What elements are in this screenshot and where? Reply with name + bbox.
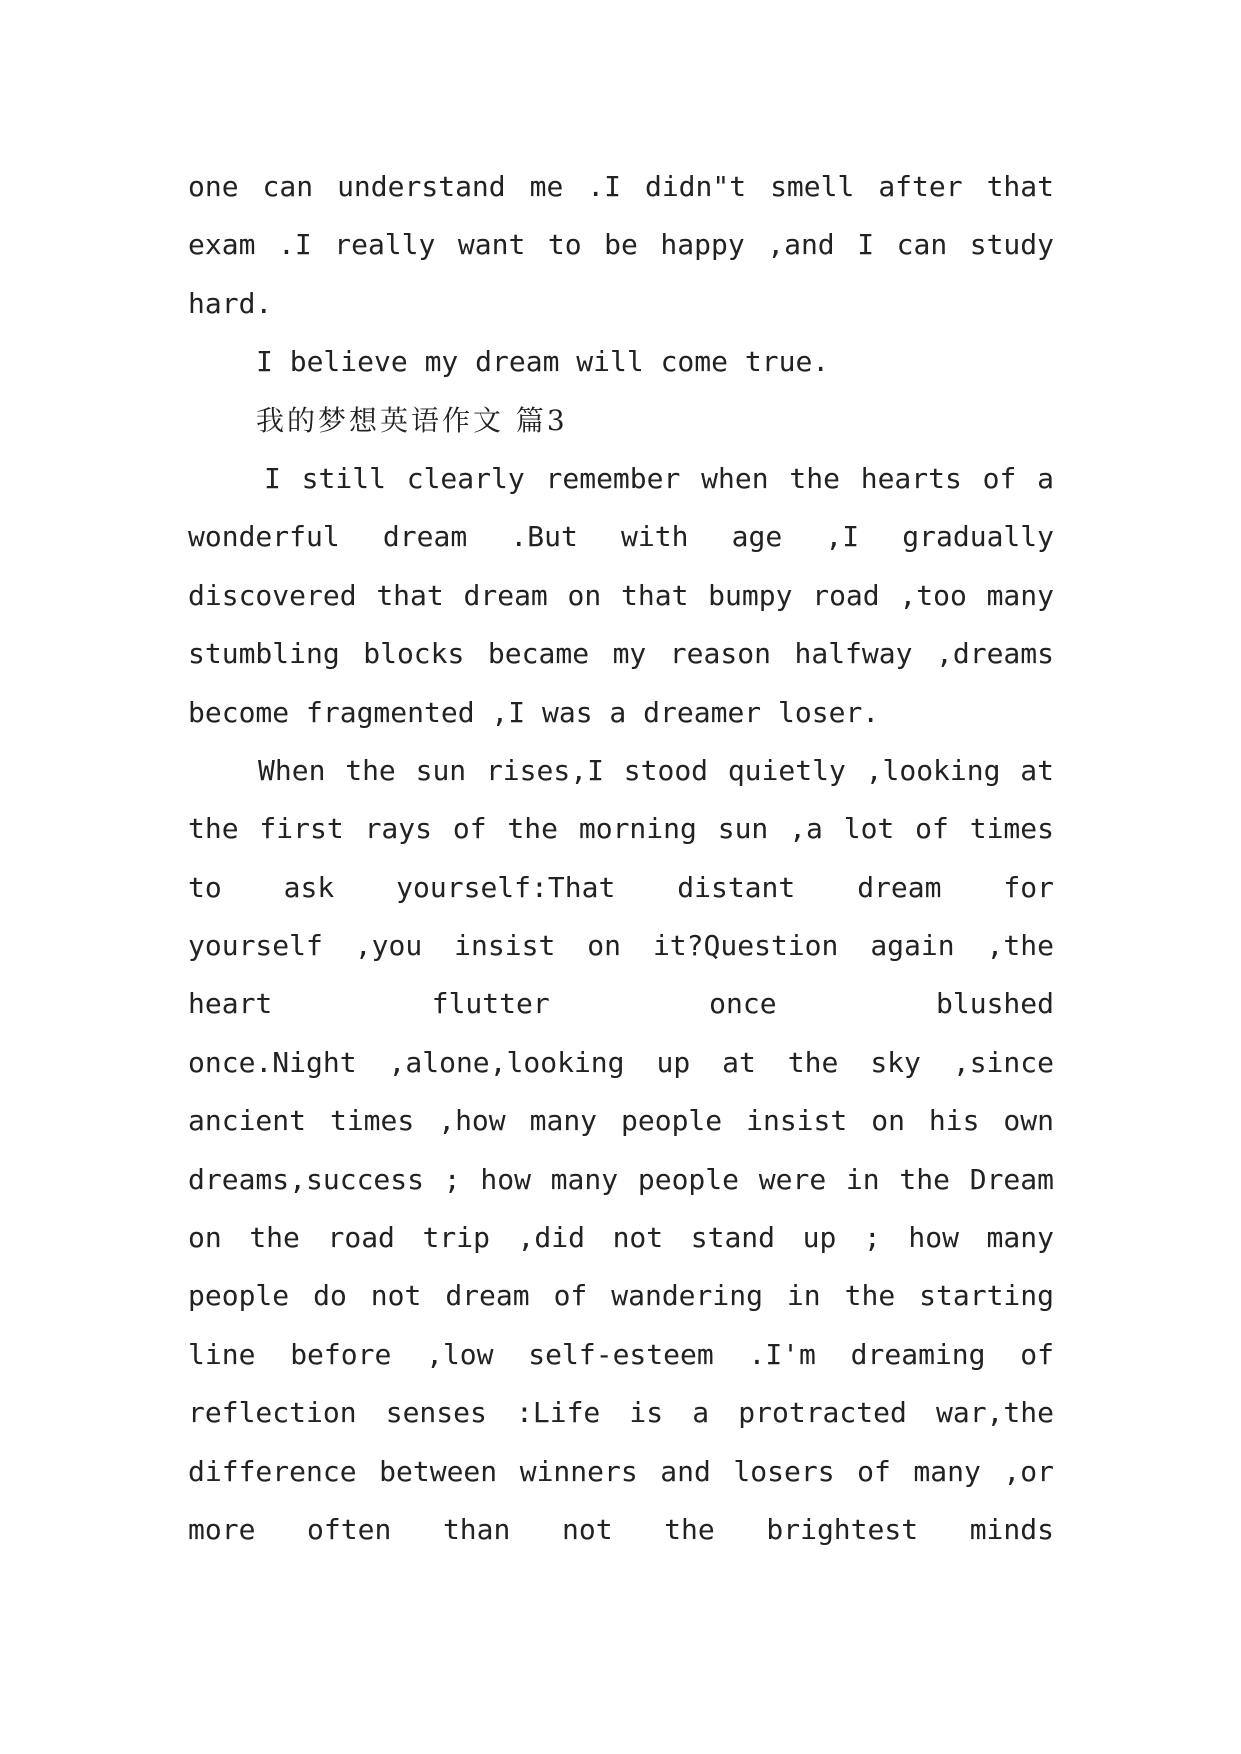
- text-line: people do not dream of wandering in the starting: [188, 1279, 1054, 1313]
- text-line: line before ,low self-esteem .I'm dreaming of: [188, 1337, 1054, 1371]
- text-line: When the sun rises,I stood quietly ,looking at: [258, 753, 1054, 787]
- text-line: once.Night ,alone,looking up at the sky ,since: [188, 1045, 1054, 1079]
- text-line: I believe my dream will come true.: [256, 345, 830, 379]
- text-line: ancient times ,how many people insist on his own: [188, 1104, 1054, 1138]
- text-line: discovered that dream on that bumpy road ,too many: [188, 578, 1054, 612]
- text-line: I still clearly remember when the hearts of a: [264, 461, 1054, 495]
- text-line: difference between winners and losers of many ,or: [188, 1454, 1054, 1488]
- text-line: dreams,success ; how many people were in the Dream: [188, 1162, 1054, 1196]
- text-line: reflection senses :Life is a protracted war,the: [188, 1396, 1054, 1430]
- text-line: yourself ,you insist on it?Question again ,the: [188, 929, 1054, 963]
- document-page: [188, 158, 1054, 1559]
- section-heading: 我的梦想英语作文 篇3: [256, 403, 568, 437]
- text-line: to ask yourself:That distant dream for: [188, 870, 1054, 904]
- text-line: wonderful dream .But with age ,I gradually: [188, 520, 1054, 554]
- text-line: become fragmented ,I was a dreamer loser.: [188, 695, 880, 729]
- text-line: heart flutter once blushed: [188, 987, 1054, 1021]
- text-line: more often than not the brightest minds: [188, 1512, 1054, 1546]
- text-line: hard.: [188, 286, 273, 320]
- text-line: exam .I really want to be happy ,and I can study: [188, 228, 1054, 262]
- text-line: the first rays of the morning sun ,a lot of times: [188, 812, 1054, 846]
- text-line: stumbling blocks became my reason halfway ,dreams: [188, 637, 1054, 671]
- text-line: on the road trip ,did not stand up ; how many: [188, 1221, 1054, 1255]
- text-line: one can understand me .I didn"t smell after that: [188, 170, 1054, 203]
